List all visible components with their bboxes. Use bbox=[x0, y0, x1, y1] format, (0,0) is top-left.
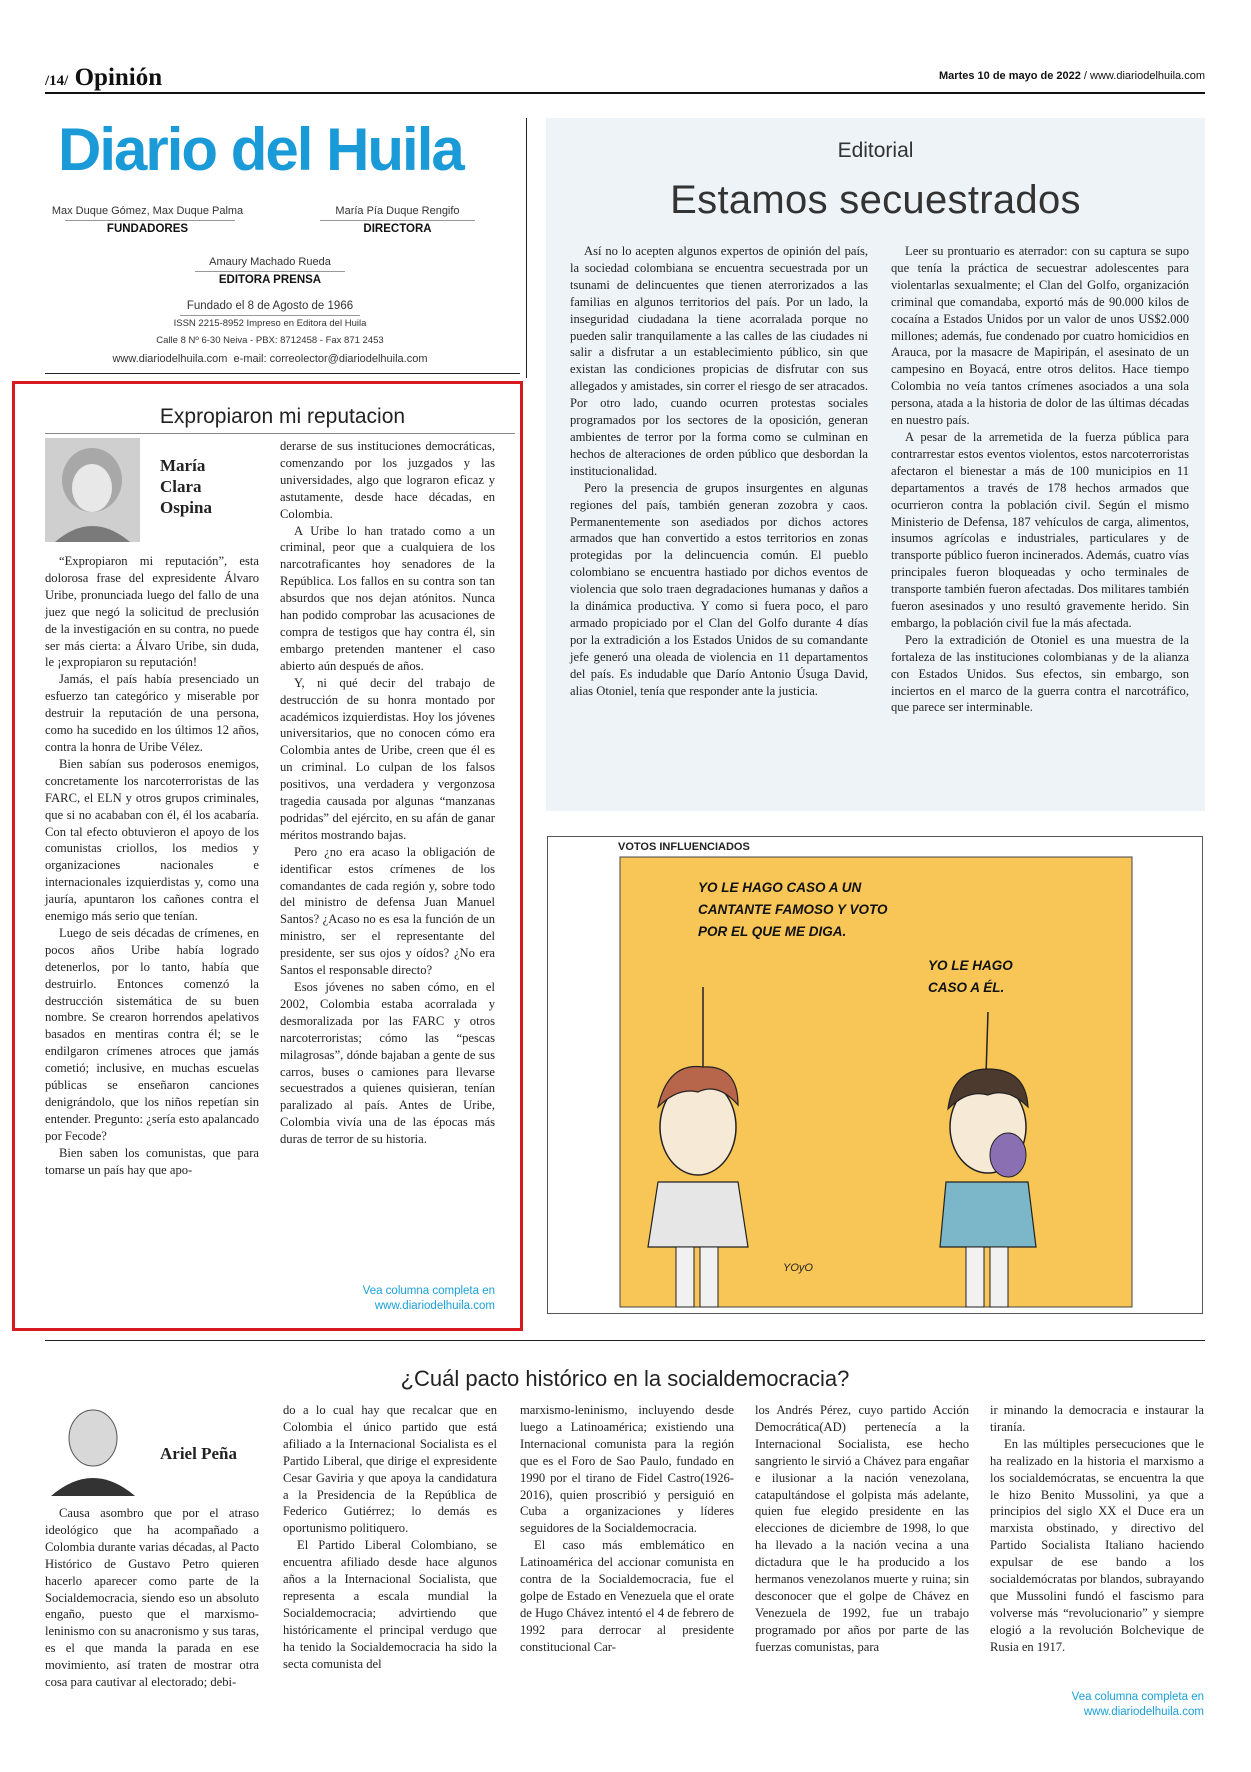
cartoon-signature: YOyO bbox=[783, 1262, 813, 1274]
issn-line: ISSN 2215-8952 Impreso en Editora del Huila bbox=[173, 318, 367, 329]
masthead-web[interactable]: www.diariodelhuila.com bbox=[112, 353, 228, 365]
masthead-contact bbox=[60, 353, 480, 365]
column1-title: Expropiaron mi reputacion bbox=[159, 405, 406, 428]
founders-names: Max Duque Gómez, Max Duque Palma bbox=[51, 205, 244, 217]
section-name: Opinión bbox=[74, 64, 163, 91]
address-line: Calle 8 Nº 6-30 Neiva - PBX: 8712458 - Fax 871 2453 bbox=[156, 335, 384, 346]
director-role: DIRECTORA bbox=[363, 223, 432, 235]
page-header bbox=[45, 64, 162, 92]
header-rule bbox=[45, 92, 1205, 94]
editorial-col-1: Así no lo acepten algunos expertos de opinión del país, la sociedad colombiana se encuentra secuestrada por un tsunami de delincuentes que tienen aterrorizados a las familias en algunos territorios del país. Por un lado, la inseguridad ciudadana la tiene acorralada porque no pueden salir tranquilamente a las calles de las ciudades ni salir a disfrutar a un establecimiento público, sin que existan las condiciones propicias de disfrutar con sus allegados y amistades, sin correr el riesgo de ser atracados. Por otro lado, cuando ocurren protestas sociales programados por los sectores de la oposición, generan ambientes de terror por la forma como se culminan en hechos de alteraciones de orden público que desbordan la institucionalidad. Pero la presencia de grupos insurgentes en algunas regiones del país, también generan zozobra y caos. Permanentemente son asediados por dichos actores armados que han convertido a estos territorios en zonas protegidas por la delincuencia común. El pueblo colombiano se encuentra hastiado por dichos eventos de violencia que solo traen degradaciones humanas y daños a la dinámica productiva. Y como si fuera poco, el paro armado propiciado por el Clan del Golfo durante 4 días por la extradición a los Estados Unidos de su comandante jefe generó una oleada de violencia en 11 departamentos del país. Es indudable que Darío Antonio Úsuga David, alias Otoniel, tenía que responder ante la justicia. bbox=[570, 244, 868, 698]
founded-date: Fundado el 8 de Agosto de 1966 bbox=[186, 300, 354, 312]
cartoon-title: VOTOS INFLUENCIADOS bbox=[618, 841, 750, 853]
column1-col-1: “Expropiaron mi reputación”, esta dolorosa frase del expresidente Álvaro Uribe, pronunciada luego del fallo de una juez que negó la solicitud de preclusión de la investigación en su contra, no puede ser más cierta: a Álvaro Uribe, sin duda, le ¡expropiaron su reputación! Jamás, el país había presenciado un esfuerzo tan categórico y miserable por destruir la reputación de una persona, como ha sucedido en los últimos 12 años, contra la honra de Uribe Vélez. Bien sabían sus poderosos enemigos, concretamente los narcoterroristas de las FARC, el ELN y otros grupos criminales, que si no acababan con él, él los acabaría. Con tal efecto obtuvieron el apoyo de los comunistas criollos, los medios y organizaciones nacionales e internacionales izquierdistas y, como una jauría, apuntaron los cañones contra el enemigo más serio que tenían. Luego de seis décadas de crímenes, en pocos años Uribe había logrado detenerlos, por lo tanto, había que destruirlo. Entonces comenzó la destrucción sistemática de su buen nombre. Se crearon horrendos apelativos basados en mentiras contra él; se le endilgaron crímenes atroces que jamás cometió; inclusive, en muchas escuelas públicas se enseñaron canciones denigrándolo, que los niños repetían sin entender. Pregunto: ¿sería esto apalancado por Fecode? Bien saben los comunistas, que para tomarse un país hay que apo- bbox=[45, 554, 259, 1177]
column1-col-2: derarse de sus instituciones democráticas, comenzando por los juzgados y las universidades, algo que lograron eficaz y astutamente, desde hace décadas, en Colombia. A Uribe lo han tratado como a un criminal, peor que a cualquiera de los narcotraficantes hoy senadores de la República. Los fallos en su contra son tan absurdos que nos dejan atónitos. Nunca han podido comprobar las acusaciones de compra de testigos que hay contra él, sin embargo pretenden mantener el caso abierto aún después de años. Y, ni qué decir del trabajo de destrucción de su honra montado por académicos izquierdistas. Hoy los jóvenes universitarios, que no conocen cómo era Colombia antes de Uribe, creen que él es un criminal. Lo culpan de los falsos positivos, una verdadera y vergonzosa tragedia causada por algunas “manzanas podridas” del ejército, en su afán de ganar méritos mostrando bajas. Pero ¿no era acaso la obligación de identificar estos crímenes de los comandantes de cada región y, sobre todo del ministro de defensa Juan Manuel Santos? ¿Acaso no es esa la función de un ministro, ser el representante del presidente, ser sus ojos y oídos? ¿No era Santos el responsable directo? Esos jóvenes no saben cómo, en el 2002, Colombia estaba acorralada y desmoralizada por las FARC y otros narcoterroristas; cómo las “pescas milagrosas”, dónde bajaban a gente de sus carros, buses o camiones para llevarse secuestrados a quienes quisieran, tenían paralizado al país. Antes de Uribe, Colombia vivía una de las épocas más duras de terror de su historia. bbox=[280, 439, 495, 1147]
masthead-email[interactable]: e-mail: correolector@diariodelhuila.com bbox=[233, 353, 428, 365]
column2-col-2: do a lo cual hay que recalcar que en Colombia el único partido que está afiliado a la Internacional Socialista es el Partido Liberal, que dirige el expresidente Cesar Gaviria y que apoya la candidatura a la Presidencia de la República de Federico Gutiérrez; lo demás es oportunismo politiquero. El Partido Liberal Colombiano, se encuentra afiliado desde hace algunos años a la Internacional Socialista, que representa a escala mundial la Socialdemocracia; advirtiendo que históricamente el principal verdugo que ha tenido la Socialdemocracia ha sido la secta comunista del bbox=[283, 1403, 497, 1671]
editorial-col-2: Leer su prontuario es aterrador: con su captura se supo que tenía la práctica de secuestrar adolescentes para violentarlas sexualmente; el Clan del Golfo, organización criminal que comandaba, exportó más de 90.000 kilos de cocaína a Estados Unidos por un valor de unos US$2.000 millones; además, fue condenado por cuatro homicidios en Arauca, por la masacre de Mapiripán, el asesinato de un campesino en Boyacá, entre otros delitos. Hace tiempo Colombia no veía tantos crímenes asociados a una sola persona, atada a la historia de dolor de las últimas décadas en nuestro país. A pesar de la arremetida de la fuerza pública para contrarrestar estos eventos violentos, estos narcoterroristas afectaron el bienestar a más de 100 municipios en 11 departamentos a través de 178 hechos armados que ocurrieron contra la población civil. Según el mismo Ministerio de Defensa, 187 vehículos de carga, alimentos, insumos agrícolas e industriales, particulares y de transporte público fueron incinerados. Además, cuatro vías principales fueron bloqueadas y ocho terminales de transporte también fueron afectadas. Dos militares también fueron asesinados y uno resultó gravemente herido. Sin embargo, la población civil fue la más afectada. Pero la extradición de Otoniel es una muestra de la fortaleza de las instituciones colombianas y de la alianza con Estados Unidos. Sus efectos, sin embargo, son inciertos en el marco de la guerra contra el narcotráfico, que parece ser interminable. bbox=[891, 244, 1189, 715]
director-name: María Pía Duque Rengifo bbox=[335, 205, 460, 217]
author-photo bbox=[45, 438, 140, 542]
masthead-divider bbox=[526, 118, 527, 378]
column2-more-link[interactable]: Vea columna completa en www.diariodelhuila.com bbox=[1071, 1691, 1204, 1718]
editorial-title: Estamos secuestrados bbox=[670, 178, 1081, 222]
column1-author: María Clara Ospina bbox=[160, 456, 212, 517]
bottom-section-rule bbox=[45, 1340, 1205, 1341]
author-portrait-icon bbox=[45, 438, 140, 542]
editorial-kicker: Editorial bbox=[837, 139, 914, 162]
page-number: /14/ bbox=[45, 73, 69, 89]
cartoon-bubble-left: YO LE HAGO CASO A UN CANTANTE FAMOSO Y VOTO POR EL QUE ME DIGA. bbox=[698, 880, 888, 939]
editor-role: EDITORA PRENSA bbox=[218, 274, 322, 286]
author2-portrait-icon bbox=[45, 1400, 141, 1496]
author2-photo bbox=[45, 1400, 141, 1496]
header-website[interactable]: www.diariodelhuila.com bbox=[1090, 70, 1205, 82]
column2-col-3: marxismo-leninismo, incluyendo desde luego a Latinoamérica; existiendo una Internacional comunista para la región que es el Foro de Sao Paulo, fundado en 1990 por el tirano de Fidel Castro(1926-2016), quien proscribió y persiguió en Cuba a organizaciones y líderes seguidores de la Socialdemocracia. El caso más emblemático en Latinoamérica del accionar comunista en contra de la Socialdemocracia, fue el golpe de Estado en Venezuela que el orate de Hugo Chávez intentó el 4 de febrero de 1992 para derrocar al presidente constitucional Car- bbox=[520, 1403, 734, 1654]
column1-more-link[interactable]: Vea columna completa en www.diariodelhuila.com bbox=[362, 1285, 495, 1312]
cartoon-bubble-right: YO LE HAGO CASO A ÉL. bbox=[928, 958, 1013, 995]
column2-col-1: Causa asombro que por el atraso ideológico que ha acompañado a Colombia durante varias décadas, al Pacto Histórico de Gustavo Petro quieren hacerlo aparecer como parte de la Socialdemocracia, siendo eso un absoluto engaño, puesto que el marxismo-leninismo con su anacronismo y sus taras, es el que manda la parada en ese movimiento, así traten de mostrar otra cosa para cautivar al electorado; debi- bbox=[45, 1506, 259, 1690]
column2-author: Ariel Peña bbox=[160, 1444, 237, 1463]
founders-role: FUNDADORES bbox=[106, 223, 189, 235]
masthead-logo: Diario del Huila bbox=[58, 116, 463, 183]
date-line: Martes 10 de mayo de 2022 / www.diariodelhuila.com bbox=[939, 70, 1205, 82]
column2-col-5: ir minando la democracia e instaurar la tiranía. En las múltiples persecuciones que le ha realizado en la historia el marxismo a los socialdemócratas, se encuentra la que le hizo Benito Mussolini, ya que a principios del siglo XX el Duce era un marxista obstinado, y directivo del Partido Socialista Italiano haciendo expulsar de ese bando a los socialdemócratas por blandos, subrayando que Mussolini fundó el fascismo para volverse más “revolucionario” y siempre elogió a la revolución Bolchevique de Rusia en 1917. bbox=[990, 1403, 1204, 1654]
column2-title: ¿Cuál pacto histórico en la socialdemocracia? bbox=[400, 1366, 850, 1391]
cartoon-frame bbox=[547, 836, 1203, 1314]
editor-name: Amaury Machado Rueda bbox=[209, 256, 331, 268]
column2-col-4: los Andrés Pérez, cuyo partido Acción Democrática(AD) pertenecía a la Internacional Socialista, ese hecho sangriento le sirvió a Chávez para engañar e ilusionar a la nación venezolana, catapultándose el golpista más adelante, quien fue elegido presidente en las elecciones de diciembre de 1998, lo que ha llevado a la nación vecina a una dictadura que le ha producido a los hermanos venezolanos muerte y ruina; sin desconocer que el golpe de Chávez en Venezuela de 1992, fue un trabajo programado por años por parte de las fuerzas comunistas, para bbox=[755, 1403, 970, 1654]
